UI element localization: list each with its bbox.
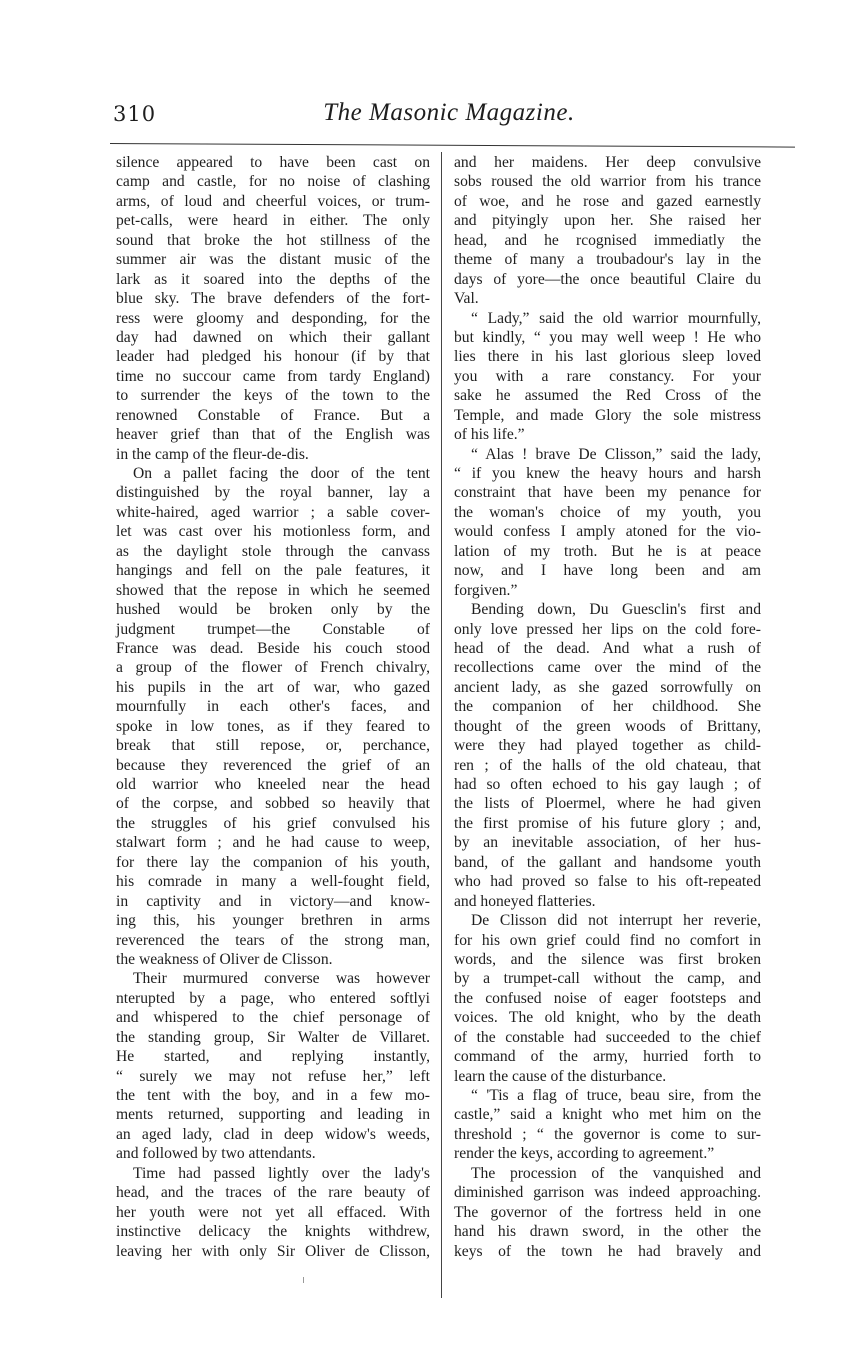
- text-line: old warrior who kneeled near the head: [116, 776, 430, 793]
- text-line: break that still repose, or, perchance,: [116, 737, 430, 755]
- text-line: renowned Constable of France. But a: [116, 406, 430, 424]
- text-line: De Clisson did not interrupt her reverie,: [471, 912, 761, 930]
- text-line: Bending down, Du Guesclin's first and: [471, 601, 761, 619]
- text-line: time no succour came from tardy England): [116, 367, 430, 385]
- column-divider: [441, 152, 442, 1298]
- text-line: “ 'Tis a flag of truce, beau sire, from the: [471, 1087, 761, 1104]
- text-line: sound that broke the hot stillness of the: [116, 231, 430, 249]
- text-line: day had dawned on which their gallant: [116, 328, 430, 346]
- text-line: who had proved so false to his oft-repeated: [454, 873, 761, 891]
- footer-mark: [303, 1277, 304, 1283]
- text-line: ren ; of the halls of the old chateau, that: [454, 756, 761, 774]
- text-line: white-haired, aged warrior ; a sable cover-: [116, 503, 430, 521]
- text-line: The procession of the vanquished and: [471, 1164, 761, 1182]
- text-line: for his own grief could find no comfort in: [454, 931, 761, 949]
- text-line: diminished garrison was indeed approaching.: [454, 1184, 761, 1202]
- text-line: to surrender the keys of the town to the: [116, 387, 430, 405]
- text-line: leader had pledged his honour (if by that: [116, 348, 430, 366]
- text-line: theme of many a troubadour's lay in the: [454, 251, 761, 269]
- text-line: words, and the silence was first broken: [454, 950, 761, 968]
- text-line: sake he assumed the Red Cross of the: [454, 387, 761, 405]
- text-line: by an inevitable association, of her hus-: [454, 834, 761, 852]
- text-line: instinctive delicacy the knights withdrew,: [116, 1223, 430, 1241]
- text-line: recollections came over the mind of the: [454, 659, 761, 677]
- text-line: now, and I have long been and am: [454, 562, 761, 580]
- text-line: head, and he rcognised immediatly the: [454, 231, 761, 249]
- text-line: his pupils in the art of war, who gazed: [116, 678, 430, 696]
- text-line: reverenced the tears of the strong man,: [116, 931, 430, 949]
- right-column: [454, 153, 761, 1261]
- text-line: command of the army, hurried forth to: [454, 1048, 761, 1066]
- text-line: you with a rare constancy. For your: [454, 367, 761, 385]
- running-title: The Masonic Magazine.: [323, 99, 575, 126]
- text-line: France was dead. Beside his couch stood: [116, 639, 430, 657]
- text-line: the tent with the boy, and in a few mo-: [116, 1087, 430, 1104]
- text-line: ress were gloomy and desponding, for the: [116, 309, 430, 327]
- text-line: but kindly, “ you may well weep ! He who: [454, 328, 761, 346]
- text-line: render the keys, according to agreement.”: [454, 1145, 715, 1163]
- text-line: and honeyed flatteries.: [454, 892, 596, 910]
- text-line: and pityingly upon her. She raised her: [454, 212, 761, 230]
- text-line: in captivity and in victory—and know-: [116, 892, 430, 910]
- text-line: “ Lady,” said the old warrior mournfully,: [471, 309, 761, 327]
- text-line: lies there in his last glorious sleep loved: [454, 348, 761, 366]
- text-line: days of yore—the once beautiful Claire du: [454, 270, 761, 288]
- text-line: arms, of loud and cheerful voices, or trum-: [116, 192, 430, 210]
- text-line: head, and the traces of the rare beauty of: [116, 1184, 430, 1202]
- text-line: an aged lady, clad in deep widow's weeds,: [116, 1125, 430, 1143]
- text-line: mournfully in each other's faces, and: [116, 698, 430, 716]
- text-line: heaver grief than that of the English was: [116, 426, 430, 444]
- text-line: showed that the repose in which he seemed: [116, 581, 430, 599]
- header-rule: [110, 143, 795, 148]
- text-line: silence appeared to have been cast on: [116, 154, 430, 171]
- text-line: constraint that have been my penance for: [454, 484, 761, 502]
- text-line: of his life.”: [454, 426, 525, 444]
- text-line: castle,” said a knight who met him on the: [454, 1106, 761, 1124]
- text-line: judgment trumpet—the Constable of: [116, 620, 430, 638]
- text-line: pet-calls, were heard in either. The only: [116, 212, 430, 230]
- text-line: Time had passed lightly over the lady's: [133, 1164, 430, 1182]
- text-line: lation of my troth. But he is at peace: [454, 542, 761, 560]
- text-line: camp and castle, for no noise of clashing: [116, 173, 430, 191]
- text-line: of the corpse, and sobbed so heavily that: [116, 795, 430, 813]
- text-line: Their murmured converse was however: [133, 970, 430, 988]
- text-line: nterupted by a page, who entered softlyi: [116, 989, 430, 1007]
- text-line: keys of the town he had bravely and: [454, 1242, 761, 1260]
- left-column: [116, 153, 430, 1261]
- text-line: because they reverenced the grief of an: [116, 756, 430, 774]
- text-line: summer air was the distant music of the: [116, 251, 430, 269]
- text-line: thought of the green woods of Brittany,: [454, 717, 761, 735]
- text-line: Temple, and made Glory the sole mistress: [454, 406, 761, 424]
- text-line: the standing group, Sir Walter de Villaret.: [116, 1028, 430, 1046]
- text-line: would confess I amply atoned for the vio-: [454, 523, 761, 541]
- text-line: ing this, his younger brethren in arms: [116, 912, 430, 930]
- text-line: stalwart form ; and he had cause to weep,: [116, 834, 430, 852]
- text-line: Val.: [454, 290, 479, 308]
- text-line: spoke in low tones, as if they feared to: [116, 717, 430, 735]
- text-line: her youth were not yet all effaced. With: [116, 1203, 430, 1221]
- text-line: “ Alas ! brave De Clisson,” said the lady,: [471, 445, 761, 463]
- text-line: the companion of her childhood. She: [454, 698, 761, 716]
- text-line: as the daylight stole through the canvass: [116, 542, 430, 560]
- text-line: ancient lady, as she gazed sorrowfully on: [454, 678, 761, 696]
- page-number: 310: [113, 102, 157, 126]
- text-line: of the constable had succeeded to the chief: [454, 1028, 761, 1046]
- text-line: the lists of Ploermel, where he had given: [454, 795, 761, 813]
- text-line: let was cast over his motionless form, and: [116, 523, 430, 541]
- text-line: blue sky. The brave defenders of the fort-: [116, 290, 430, 308]
- text-line: and whispered to the chief personage of: [116, 1009, 430, 1027]
- text-line: of woe, and he rose and gazed earnestly: [454, 192, 761, 210]
- text-line: distinguished by the royal banner, lay a: [116, 484, 430, 502]
- text-line: the first promise of his future glory ; and,: [454, 814, 761, 832]
- text-line: were they had played together as child-: [454, 737, 761, 755]
- text-line: the confused noise of eager footsteps and: [454, 989, 761, 1007]
- text-line: threshold ; “ the governor is come to sur-: [454, 1125, 761, 1143]
- text-line: a group of the flower of French chivalry,: [116, 659, 430, 677]
- text-line: leaving her with only Sir Oliver de Clisson,: [116, 1242, 430, 1260]
- text-line: for there lay the companion of his youth,: [116, 853, 430, 871]
- text-line: band, of the gallant and handsome youth: [454, 853, 761, 871]
- text-line: only love pressed her lips on the cold fore-: [454, 620, 761, 638]
- text-line: the woman's choice of my youth, you: [454, 503, 761, 521]
- text-line: had so often echoed to his gay laugh ; of: [454, 776, 761, 793]
- text-line: and her maidens. Her deep convulsive: [454, 154, 761, 171]
- text-line: head of the dead. And what a rush of: [454, 639, 761, 657]
- text-line: his comrade in many a well-fought field,: [116, 873, 430, 891]
- text-line: hushed would be broken only by the: [116, 601, 430, 619]
- text-line: learn the cause of the disturbance.: [454, 1067, 667, 1085]
- text-line: ments returned, supporting and leading in: [116, 1106, 430, 1124]
- text-line: The governor of the fortress held in one: [454, 1203, 761, 1221]
- text-line: the weakness of Oliver de Clisson.: [116, 950, 333, 968]
- text-line: hangings and fell on the pale features, it: [116, 562, 430, 580]
- text-line: the struggles of his grief convulsed his: [116, 814, 430, 832]
- text-line: He started, and replying instantly,: [116, 1048, 430, 1066]
- text-line: On a pallet facing the door of the tent: [133, 465, 430, 482]
- text-line: and followed by two attendants.: [116, 1145, 316, 1163]
- text-line: “ surely we may not refuse her,” left: [116, 1067, 430, 1085]
- text-line: in the camp of the fleur-de-dis.: [116, 445, 309, 463]
- text-line: forgiven.”: [454, 581, 518, 599]
- text-line: lark as it soared into the depths of the: [116, 270, 430, 288]
- text-line: by a trumpet-call without the camp, and: [454, 970, 761, 988]
- text-line: hand his drawn sword, in the other the: [454, 1223, 761, 1241]
- text-line: “ if you knew the heavy hours and harsh: [454, 465, 761, 482]
- text-line: voices. The old knight, who by the death: [454, 1009, 761, 1027]
- text-line: sobs roused the old warrior from his trance: [454, 173, 761, 191]
